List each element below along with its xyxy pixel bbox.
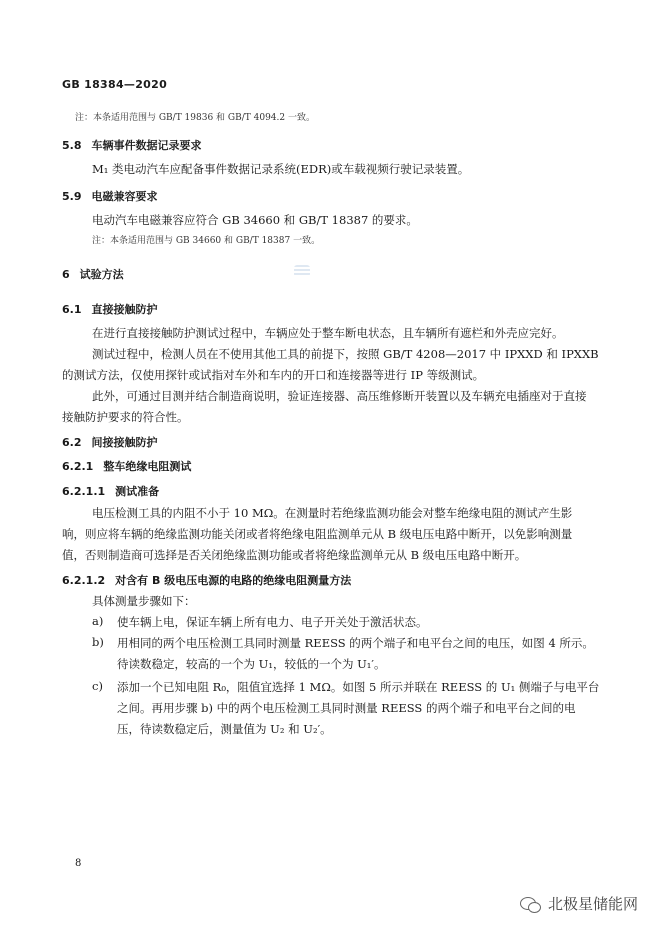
section-title: 测试准备 — [115, 485, 160, 498]
section-title: 整车绝缘电阻测试 — [103, 460, 192, 473]
section-heading-6-2-1 — [62, 458, 191, 474]
section-title: 电磁兼容要求 — [91, 190, 158, 203]
standard-id: GB 18384—2020 — [62, 78, 168, 91]
list-item-text: 待读数稳定，较高的一个为 U₁，较低的一个为 U₁′。 — [117, 657, 386, 671]
paragraph: 值，否则制造商可选择是否关闭绝缘监测功能或者将绝缘监测单元从 B 级电压电路中断开。 — [62, 548, 527, 562]
paragraph: 的测试方法，仅使用探针或试指对车外和车内的开口和连接器等进行 IP 等级测试。 — [62, 368, 485, 382]
section-number: 6.2 — [62, 436, 82, 449]
section-number: 6.1 — [62, 303, 82, 316]
section-number: 6 — [62, 268, 70, 281]
section-heading-6-1 — [62, 301, 158, 317]
section-number: 6.2.1.2 — [62, 574, 106, 587]
paragraph: 响，则应将车辆的绝缘监测功能关闭或者将绝缘电阻监测单元从 B 级电压电路中断开，以免影响测量 — [62, 527, 573, 541]
section-title: 直接接触防护 — [91, 303, 158, 316]
list-item-label: a) — [92, 614, 104, 628]
page-number: 8 — [75, 858, 82, 869]
paragraph: 在进行直接接触防护测试过程中，车辆应处于整车断电状态，且车辆所有遮栏和外壳应完好。 — [92, 326, 564, 340]
section-number: 5.8 — [62, 139, 82, 152]
paragraph: 接触防护要求的符合性。 — [62, 410, 189, 424]
section-heading-6 — [62, 266, 124, 282]
brand-watermark — [520, 893, 638, 914]
paragraph: 电动汽车电磁兼容应符合 GB 34660 和 GB/T 18387 的要求。 — [92, 213, 418, 227]
section-title: 车辆事件数据记录要求 — [91, 139, 202, 152]
section-title: 试验方法 — [79, 268, 124, 281]
watermark-logo — [294, 265, 310, 277]
paragraph: 此外，可通过目测并结合制造商说明，验证连接器、高压维修断开装置以及车辆充电插座对于直接 — [92, 389, 587, 403]
wechat-icon — [520, 895, 542, 913]
section-heading-6-2 — [62, 434, 158, 450]
list-item-label: b) — [92, 635, 104, 649]
brand-name: 北极星储能网 — [547, 895, 638, 913]
section-heading-5-9 — [62, 188, 158, 204]
list-item-text: 压，待读数稳定后，测量值为 U₂ 和 U₂′。 — [117, 722, 332, 736]
list-item-text: 之间。再用步骤 b) 中的两个电压检测工具同时测量 REESS 的两个端子和电平台之间的电 — [117, 701, 576, 715]
paragraph: 电压检测工具的内阻不小于 10 MΩ。在测量时若绝缘监测功能会对整车绝缘电阻的测试产生影 — [92, 506, 573, 520]
paragraph: M₁ 类电动汽车应配备事件数据记录系统(EDR)或车载视频行驶记录装置。 — [92, 162, 470, 176]
list-item-text: 用相同的两个电压检测工具同时测量 REESS 的两个端子和电平台之间的电压，如图 4 所示。 — [117, 636, 594, 650]
paragraph: 测试过程中，检测人员在不使用其他工具的前提下，按照 GB/T 4208—2017 中 IPXXD 和 IPXXB — [92, 347, 599, 361]
list-item-label: c) — [92, 679, 103, 693]
list-item-text: 使车辆上电，保证车辆上所有电力、电子开关处于激活状态。 — [117, 615, 428, 629]
note: 注：本条适用范围与 GB 34660 和 GB/T 18387 一致。 — [92, 236, 321, 246]
list-item-text: 添加一个已知电阻 R₀，阻值宜选择 1 MΩ。如图 5 所示并联在 REESS 的 U₁ 侧端子与电平台 — [117, 680, 600, 694]
section-title: 间接接触防护 — [91, 436, 158, 449]
section-title: 对含有 B 级电压电源的电路的绝缘电阻测量方法 — [115, 574, 352, 587]
paragraph: 具体测量步骤如下： — [92, 594, 196, 608]
section-heading-6-2-1-1 — [62, 483, 159, 499]
section-number: 6.2.1 — [62, 460, 94, 473]
note: 注：本条适用范围与 GB/T 19836 和 GB/T 4094.2 一致。 — [75, 113, 315, 123]
section-number: 6.2.1.1 — [62, 485, 106, 498]
section-number: 5.9 — [62, 190, 82, 203]
section-heading-6-2-1-2 — [62, 572, 351, 588]
section-heading-5-8 — [62, 137, 202, 153]
